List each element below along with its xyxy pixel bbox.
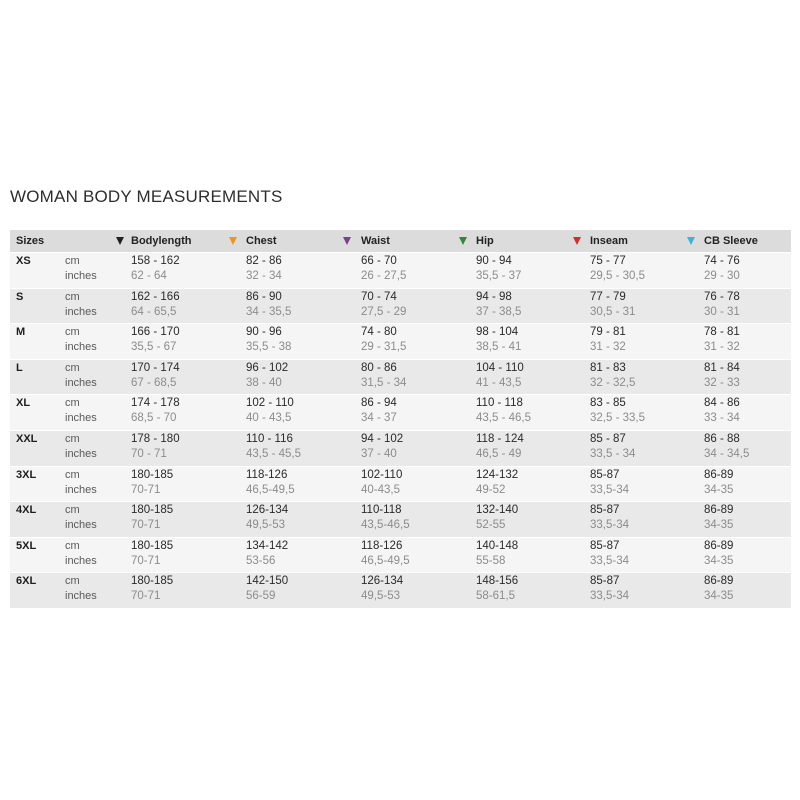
- unit-inches-label: inches: [65, 412, 97, 425]
- inseam-inches-value: 33,5 - 34: [590, 447, 636, 460]
- chest-cm-value: 102 - 110: [246, 397, 294, 410]
- inseam-inches-value: 32 - 32,5: [590, 376, 636, 389]
- cb-sleeve-cm-value: 81 - 84: [704, 361, 740, 374]
- unit-inches-label: inches: [65, 305, 97, 318]
- cb-sleeve-cm-value: 86-89: [704, 539, 734, 552]
- size-label: XL: [16, 397, 31, 410]
- hip-cm-value: 148-156: [476, 575, 519, 588]
- chest-inches-value: 53-56: [246, 554, 276, 567]
- cb-sleeve-inches-value: 34-35: [704, 483, 734, 496]
- unit-inches-label: inches: [65, 376, 97, 389]
- waist-cm-value: 74 - 80: [361, 326, 397, 339]
- cb-sleeve-inches-value: 33 - 34: [704, 412, 740, 425]
- hip-inches-value: 49-52: [476, 483, 506, 496]
- cb-sleeve-inches-value: 30 - 31: [704, 305, 740, 318]
- inseam-header: Inseam: [590, 235, 628, 247]
- bodylength-inches-value: 35,5 - 67: [131, 341, 177, 354]
- waist-cm-value: 70 - 74: [361, 290, 397, 303]
- chest-inches-value: 35,5 - 38: [246, 341, 292, 354]
- size-row-m: [10, 323, 791, 359]
- bodylength-inches-value: 70-71: [131, 590, 161, 603]
- bodylength-cm-value: 180-185: [131, 504, 174, 517]
- bodylength-cm-value: 178 - 180: [131, 432, 180, 445]
- cb-sleeve-inches-value: 34 - 34,5: [704, 447, 750, 460]
- chest-triangle-icon: [229, 237, 237, 245]
- bodylength-cm-value: 158 - 162: [131, 255, 180, 267]
- hip-cm-value: 124-132: [476, 468, 519, 481]
- chest-inches-value: 38 - 40: [246, 376, 282, 389]
- size-label: XS: [16, 255, 31, 267]
- size-table: [10, 230, 791, 608]
- hip-cm-value: 94 - 98: [476, 290, 512, 303]
- hip-cm-value: 90 - 94: [476, 255, 512, 267]
- bodylength-inches-value: 70 - 71: [131, 447, 167, 460]
- hip-header: Hip: [476, 235, 494, 247]
- cb-sleeve-triangle-icon: [687, 237, 695, 245]
- chest-cm-value: 90 - 96: [246, 326, 282, 339]
- size-row-xxl: [10, 430, 791, 466]
- waist-cm-value: 86 - 94: [361, 397, 397, 410]
- chest-cm-value: 110 - 116: [246, 432, 293, 445]
- unit-cm-label: cm: [65, 326, 80, 339]
- unit-cm-label: cm: [65, 575, 80, 588]
- inseam-inches-value: 29,5 - 30,5: [590, 270, 645, 282]
- bodylength-inches-value: 67 - 68,5: [131, 376, 177, 389]
- chest-cm-value: 82 - 86: [246, 255, 282, 267]
- size-row-5xl: [10, 537, 791, 573]
- hip-inches-value: 43,5 - 46,5: [476, 412, 531, 425]
- cb-sleeve-inches-value: 34-35: [704, 519, 734, 532]
- unit-cm-label: cm: [65, 468, 80, 481]
- size-row-4xl: [10, 501, 791, 537]
- chest-inches-value: 49,5-53: [246, 519, 286, 532]
- inseam-inches-value: 32,5 - 33,5: [590, 412, 645, 425]
- waist-cm-value: 102-110: [361, 468, 403, 481]
- bodylength-cm-value: 170 - 174: [131, 361, 180, 374]
- table-body: [10, 252, 791, 608]
- cb-sleeve-header: CB Sleeve: [704, 235, 758, 247]
- chest-cm-value: 134-142: [246, 539, 289, 552]
- waist-cm-value: 118-126: [361, 539, 403, 552]
- waist-inches-value: 37 - 40: [361, 447, 397, 460]
- unit-inches-label: inches: [65, 270, 97, 282]
- inseam-inches-value: 30,5 - 31: [590, 305, 636, 318]
- hip-triangle-icon: [459, 237, 467, 245]
- inseam-inches-value: 33,5-34: [590, 590, 630, 603]
- inseam-cm-value: 85-87: [590, 575, 620, 588]
- chest-cm-value: 142-150: [246, 575, 289, 588]
- unit-cm-label: cm: [65, 255, 80, 267]
- cb-sleeve-cm-value: 78 - 81: [704, 326, 740, 339]
- waist-inches-value: 46,5-49,5: [361, 554, 410, 567]
- inseam-cm-value: 85-87: [590, 539, 620, 552]
- inseam-cm-value: 83 - 85: [590, 397, 626, 410]
- hip-cm-value: 104 - 110: [476, 361, 524, 374]
- cb-sleeve-cm-value: 86-89: [704, 504, 734, 517]
- hip-inches-value: 52-55: [476, 519, 506, 532]
- unit-inches-label: inches: [65, 554, 97, 567]
- unit-inches-label: inches: [65, 519, 97, 532]
- table-header: [10, 230, 791, 252]
- cb-sleeve-cm-value: 74 - 76: [704, 255, 740, 267]
- hip-inches-value: 38,5 - 41: [476, 341, 522, 354]
- size-label: 3XL: [16, 468, 37, 481]
- chest-inches-value: 34 - 35,5: [246, 305, 292, 318]
- cb-sleeve-inches-value: 34-35: [704, 590, 734, 603]
- size-row-3xl: [10, 466, 791, 502]
- bodylength-triangle-icon: [116, 237, 124, 245]
- inseam-inches-value: 33,5-34: [590, 554, 630, 567]
- inseam-cm-value: 85-87: [590, 504, 620, 517]
- waist-triangle-icon: [343, 237, 351, 245]
- inseam-inches-value: 31 - 32: [590, 341, 626, 354]
- chest-cm-value: 118-126: [246, 468, 288, 481]
- hip-inches-value: 37 - 38,5: [476, 305, 522, 318]
- chest-header: Chest: [246, 235, 277, 247]
- inseam-cm-value: 85 - 87: [590, 432, 626, 445]
- bodylength-cm-value: 166 - 170: [131, 326, 180, 339]
- inseam-cm-value: 85-87: [590, 468, 620, 481]
- size-row-xs: [10, 252, 791, 288]
- hip-cm-value: 110 - 118: [476, 397, 523, 410]
- chest-inches-value: 56-59: [246, 590, 276, 603]
- sizes-header: Sizes: [16, 235, 45, 247]
- waist-inches-value: 31,5 - 34: [361, 376, 407, 389]
- size-label: XXL: [16, 432, 38, 445]
- size-row-xl: [10, 394, 791, 430]
- inseam-inches-value: 33,5-34: [590, 519, 630, 532]
- hip-inches-value: 46,5 - 49: [476, 447, 522, 460]
- waist-cm-value: 94 - 102: [361, 432, 404, 445]
- chest-cm-value: 96 - 102: [246, 361, 289, 374]
- unit-inches-label: inches: [65, 341, 97, 354]
- hip-inches-value: 35,5 - 37: [476, 270, 522, 282]
- inseam-cm-value: 81 - 83: [590, 361, 626, 374]
- waist-inches-value: 40-43,5: [361, 483, 401, 496]
- bodylength-cm-value: 180-185: [131, 539, 174, 552]
- hip-cm-value: 132-140: [476, 504, 519, 517]
- size-label: S: [16, 290, 24, 303]
- waist-inches-value: 29 - 31,5: [361, 341, 407, 354]
- waist-header: Waist: [361, 235, 390, 247]
- waist-cm-value: 110-118: [361, 504, 402, 517]
- size-row-l: [10, 359, 791, 395]
- bodylength-header: Bodylength: [131, 235, 192, 247]
- unit-cm-label: cm: [65, 432, 80, 445]
- bodylength-cm-value: 180-185: [131, 468, 174, 481]
- unit-cm-label: cm: [65, 539, 80, 552]
- bodylength-inches-value: 62 - 64: [131, 270, 167, 282]
- inseam-cm-value: 79 - 81: [590, 326, 626, 339]
- size-label: 6XL: [16, 575, 37, 588]
- hip-cm-value: 98 - 104: [476, 326, 519, 339]
- size-label: M: [16, 326, 26, 339]
- chest-inches-value: 40 - 43,5: [246, 412, 292, 425]
- cb-sleeve-inches-value: 29 - 30: [704, 270, 740, 282]
- hip-cm-value: 118 - 124: [476, 432, 524, 445]
- cb-sleeve-cm-value: 86-89: [704, 575, 734, 588]
- hip-inches-value: 55-58: [476, 554, 506, 567]
- bodylength-cm-value: 174 - 178: [131, 397, 180, 410]
- cb-sleeve-cm-value: 76 - 78: [704, 290, 740, 303]
- waist-inches-value: 49,5-53: [361, 590, 401, 603]
- page-title: WOMAN BODY MEASUREMENTS: [10, 187, 283, 206]
- waist-inches-value: 34 - 37: [361, 412, 397, 425]
- size-row-6xl: [10, 572, 791, 608]
- unit-inches-label: inches: [65, 483, 97, 496]
- inseam-cm-value: 77 - 79: [590, 290, 626, 303]
- hip-inches-value: 41 - 43,5: [476, 376, 522, 389]
- unit-cm-label: cm: [65, 290, 80, 303]
- waist-inches-value: 43,5-46,5: [361, 519, 410, 532]
- hip-inches-value: 58-61,5: [476, 590, 516, 603]
- unit-inches-label: inches: [65, 447, 97, 460]
- chest-inches-value: 32 - 34: [246, 270, 282, 282]
- bodylength-cm-value: 180-185: [131, 575, 174, 588]
- size-label: 4XL: [16, 504, 37, 517]
- chest-cm-value: 126-134: [246, 504, 289, 517]
- bodylength-inches-value: 64 - 65,5: [131, 305, 177, 318]
- inseam-inches-value: 33,5-34: [590, 483, 630, 496]
- cb-sleeve-cm-value: 86-89: [704, 468, 734, 481]
- chest-inches-value: 43,5 - 45,5: [246, 447, 301, 460]
- size-label: 5XL: [16, 539, 37, 552]
- unit-cm-label: cm: [65, 361, 80, 374]
- waist-cm-value: 80 - 86: [361, 361, 397, 374]
- bodylength-inches-value: 68,5 - 70: [131, 412, 177, 425]
- bodylength-inches-value: 70-71: [131, 554, 161, 567]
- cb-sleeve-inches-value: 31 - 32: [704, 341, 740, 354]
- cb-sleeve-cm-value: 84 - 86: [704, 397, 740, 410]
- waist-inches-value: 27,5 - 29: [361, 305, 407, 318]
- size-label: L: [16, 361, 23, 374]
- unit-cm-label: cm: [65, 397, 80, 410]
- cb-sleeve-inches-value: 34-35: [704, 554, 734, 567]
- inseam-cm-value: 75 - 77: [590, 255, 626, 267]
- bodylength-inches-value: 70-71: [131, 519, 161, 532]
- waist-inches-value: 26 - 27,5: [361, 270, 407, 282]
- bodylength-inches-value: 70-71: [131, 483, 161, 496]
- waist-cm-value: 66 - 70: [361, 255, 397, 267]
- inseam-triangle-icon: [573, 237, 581, 245]
- unit-inches-label: inches: [65, 590, 97, 603]
- cb-sleeve-inches-value: 32 - 33: [704, 376, 740, 389]
- bodylength-cm-value: 162 - 166: [131, 290, 180, 303]
- cb-sleeve-cm-value: 86 - 88: [704, 432, 740, 445]
- unit-cm-label: cm: [65, 504, 80, 517]
- waist-cm-value: 126-134: [361, 575, 404, 588]
- chest-cm-value: 86 - 90: [246, 290, 282, 303]
- chest-inches-value: 46,5-49,5: [246, 483, 295, 496]
- hip-cm-value: 140-148: [476, 539, 519, 552]
- size-row-s: [10, 288, 791, 324]
